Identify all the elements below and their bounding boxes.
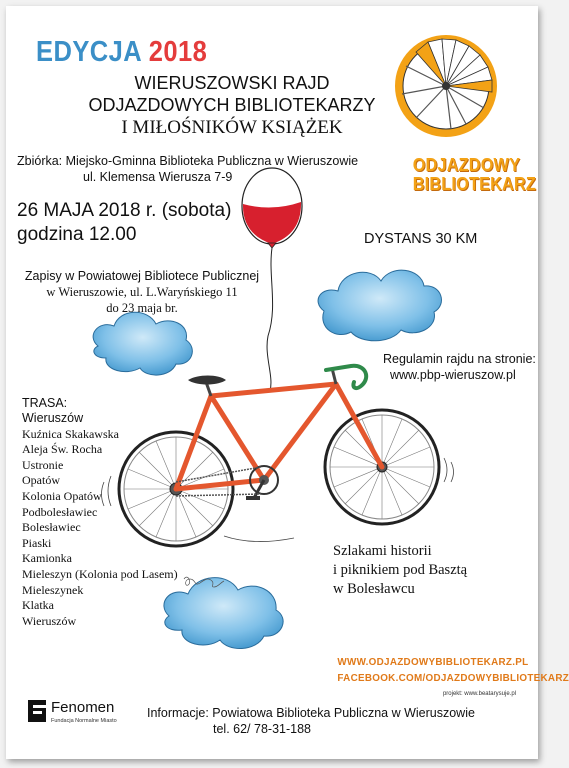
meeting-address: ul. Klemensa Wierusza 7-9 — [83, 170, 233, 184]
route-stop: Ustronie — [22, 457, 64, 472]
route-stop: Kolonia Opatów — [22, 488, 102, 503]
route-stop: Bolesławiec — [22, 520, 81, 535]
rules-link[interactable]: www.pbp-wieruszow.pl — [390, 368, 516, 382]
cloud-top-right — [318, 270, 441, 341]
route-stop: Mieleszynek — [22, 582, 84, 597]
slogan-line-3: w Bolesławcu — [333, 581, 415, 597]
registration-line-1: Zapisy w Powiatowej Bibliotece Publicznej — [24, 269, 260, 283]
logo-line-1: ODJAZDOWY — [412, 154, 521, 175]
registration-line-2: w Wieruszowie, ul. L.Waryńskiego 11 — [46, 285, 238, 299]
website-link[interactable]: WWW.ODJAZDOWYBIBLIOTEKARZ.PL — [337, 656, 529, 668]
event-time: godzina 12.00 — [17, 224, 137, 245]
edition-prefix: EDYCJA — [36, 36, 142, 68]
route-stop: Wieruszów — [22, 613, 77, 628]
logo-line-2: BIBLIOTEKARZ — [412, 173, 537, 194]
route-stop: Kuźnica Skakawska — [22, 426, 119, 441]
route-stop: Opatów — [22, 473, 60, 488]
slogan-line-1: Szlakami historii — [333, 543, 432, 559]
route-stop: Klatka — [22, 598, 54, 613]
route-stop: Wieruszów — [22, 411, 84, 425]
footer-phone: tel. 62/ 78-31-188 — [213, 722, 311, 736]
cloud-mid-left — [93, 312, 192, 375]
route-stop: Piaski — [22, 535, 52, 550]
footer-info: Informacje: Powiatowa Biblioteka Publiczna w Wieruszowie — [147, 706, 475, 720]
route-label: TRASA: — [22, 396, 68, 410]
facebook-link[interactable]: FACEBOOK.COM/ODJAZDOWYBIBLIOTEKARZ — [337, 672, 569, 684]
route-stop: Aleja Św. Rocha — [22, 442, 103, 457]
route-stop: Podbolesławiec — [22, 504, 98, 519]
fenomen-logo-icon — [28, 700, 46, 722]
cloud-bottom — [164, 578, 283, 649]
poster — [6, 6, 569, 759]
route-list — [22, 411, 178, 629]
meeting-point: Zbiórka: Miejsko-Gminna Biblioteka Publiczna w Wieruszowie — [17, 154, 359, 168]
sponsor-name: Fenomen — [51, 699, 115, 716]
registration-deadline: do 23 maja br. — [106, 301, 178, 315]
title-line-1: WIERUSZOWSKI RAJD — [134, 73, 330, 93]
designer-credit: projekt: www.beatarysuje.pl — [442, 691, 516, 697]
edition-year: 2018 — [148, 36, 208, 68]
rules-caption: Regulamin rajdu na stronie: — [383, 352, 536, 366]
slogan-line-2: i piknikiem pod Basztą — [333, 562, 468, 578]
edition-heading — [36, 36, 207, 69]
title-line-2: ODJAZDOWYCH BIBLIOTEKARZY — [88, 95, 376, 115]
route-stop: Mieleszyn (Kolonia pod Lasem) — [22, 566, 178, 581]
sponsor-subtitle: Fundacja Normalne Miasto — [51, 718, 117, 724]
odjazdowy-bibliotekarz-logo — [412, 154, 537, 194]
title-line-3: I MIŁOŚNIKÓW KSIĄŻEK — [121, 117, 343, 138]
event-distance: DYSTANS 30 KM — [364, 231, 478, 247]
route-stop: Kamionka — [22, 551, 72, 566]
event-date: 26 MAJA 2018 r. (sobota) — [17, 200, 232, 221]
